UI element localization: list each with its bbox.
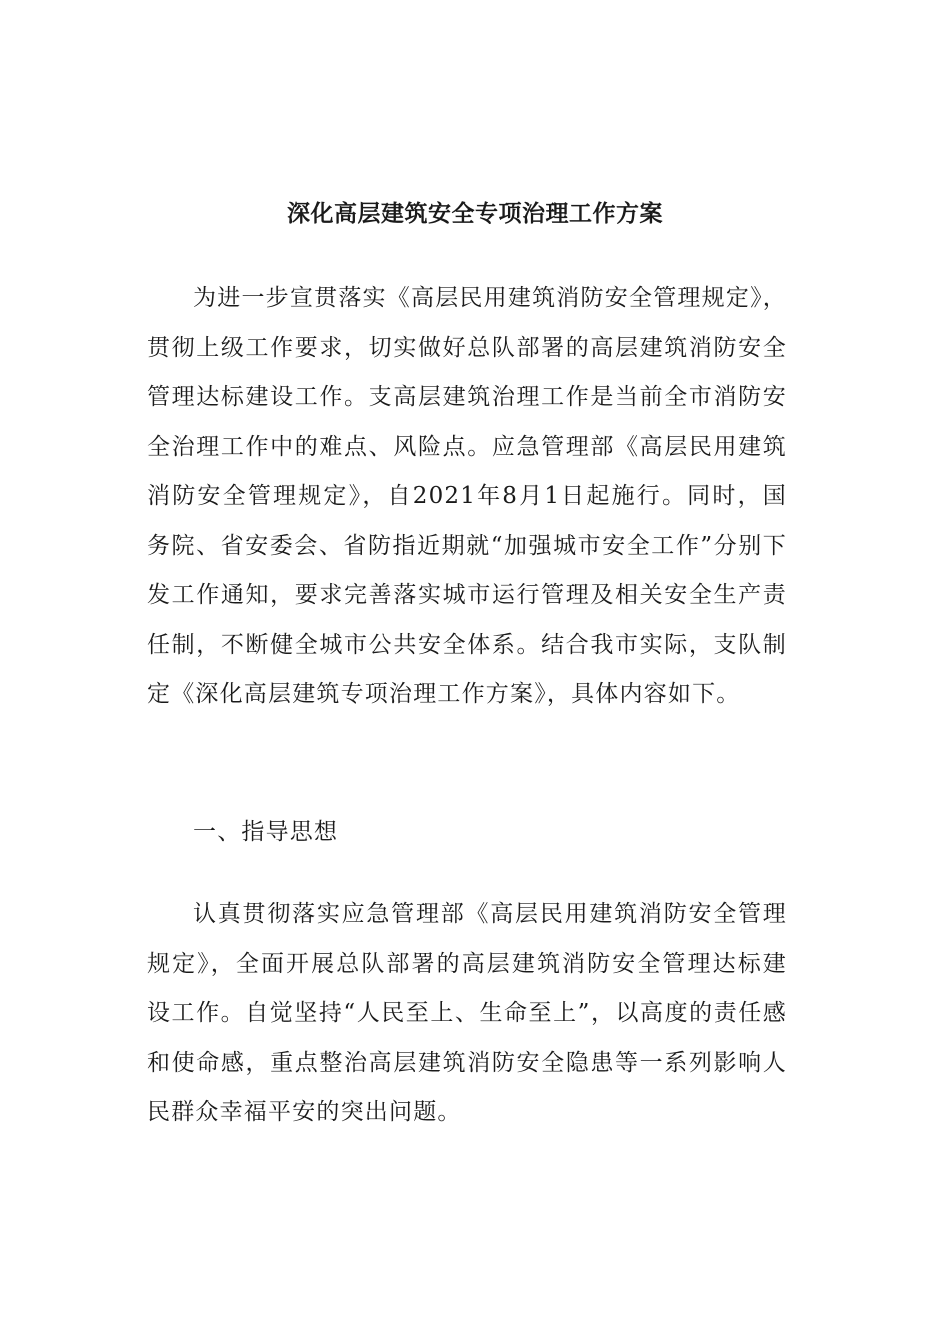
document-title: 深化高层建筑安全专项治理工作方案	[287, 201, 663, 227]
section-heading-guiding-ideology: 一、指导思想	[193, 819, 339, 845]
intro-paragraph: 为进一步宣贯落实《高层民用建筑消防安全管理规定》，贯彻上级工作要求，切实做好总队部署的高层建筑消防安全管理达标建设工作。支高层建筑治理工作是当前全市消防安全治理工作中的难点、风险点。应急管理部《高层民用建筑消防安全管理规定》，自2021年8月1日起施行。同时，国务院、省安委会、省防指近期就“加强城市安全工作”分别下发工作通知，要求完善落实城市运行管理及相关安全生产责任制，不断健全城市公共安全体系。结合我市实际，支队制定《深化高层建筑专项治理工作方案》，具体内容如下。	[147, 285, 787, 707]
guiding-ideology-paragraph: 认真贯彻落实应急管理部《高层民用建筑消防安全管理规定》，全面开展总队部署的高层建筑消防安全管理达标建设工作。自觉坚持“人民至上、生命至上”，以高度的责任感和使命感，重点整治高层建筑消防安全隐患等一系列影响人民群众幸福平安的突出问题。	[147, 901, 787, 1125]
